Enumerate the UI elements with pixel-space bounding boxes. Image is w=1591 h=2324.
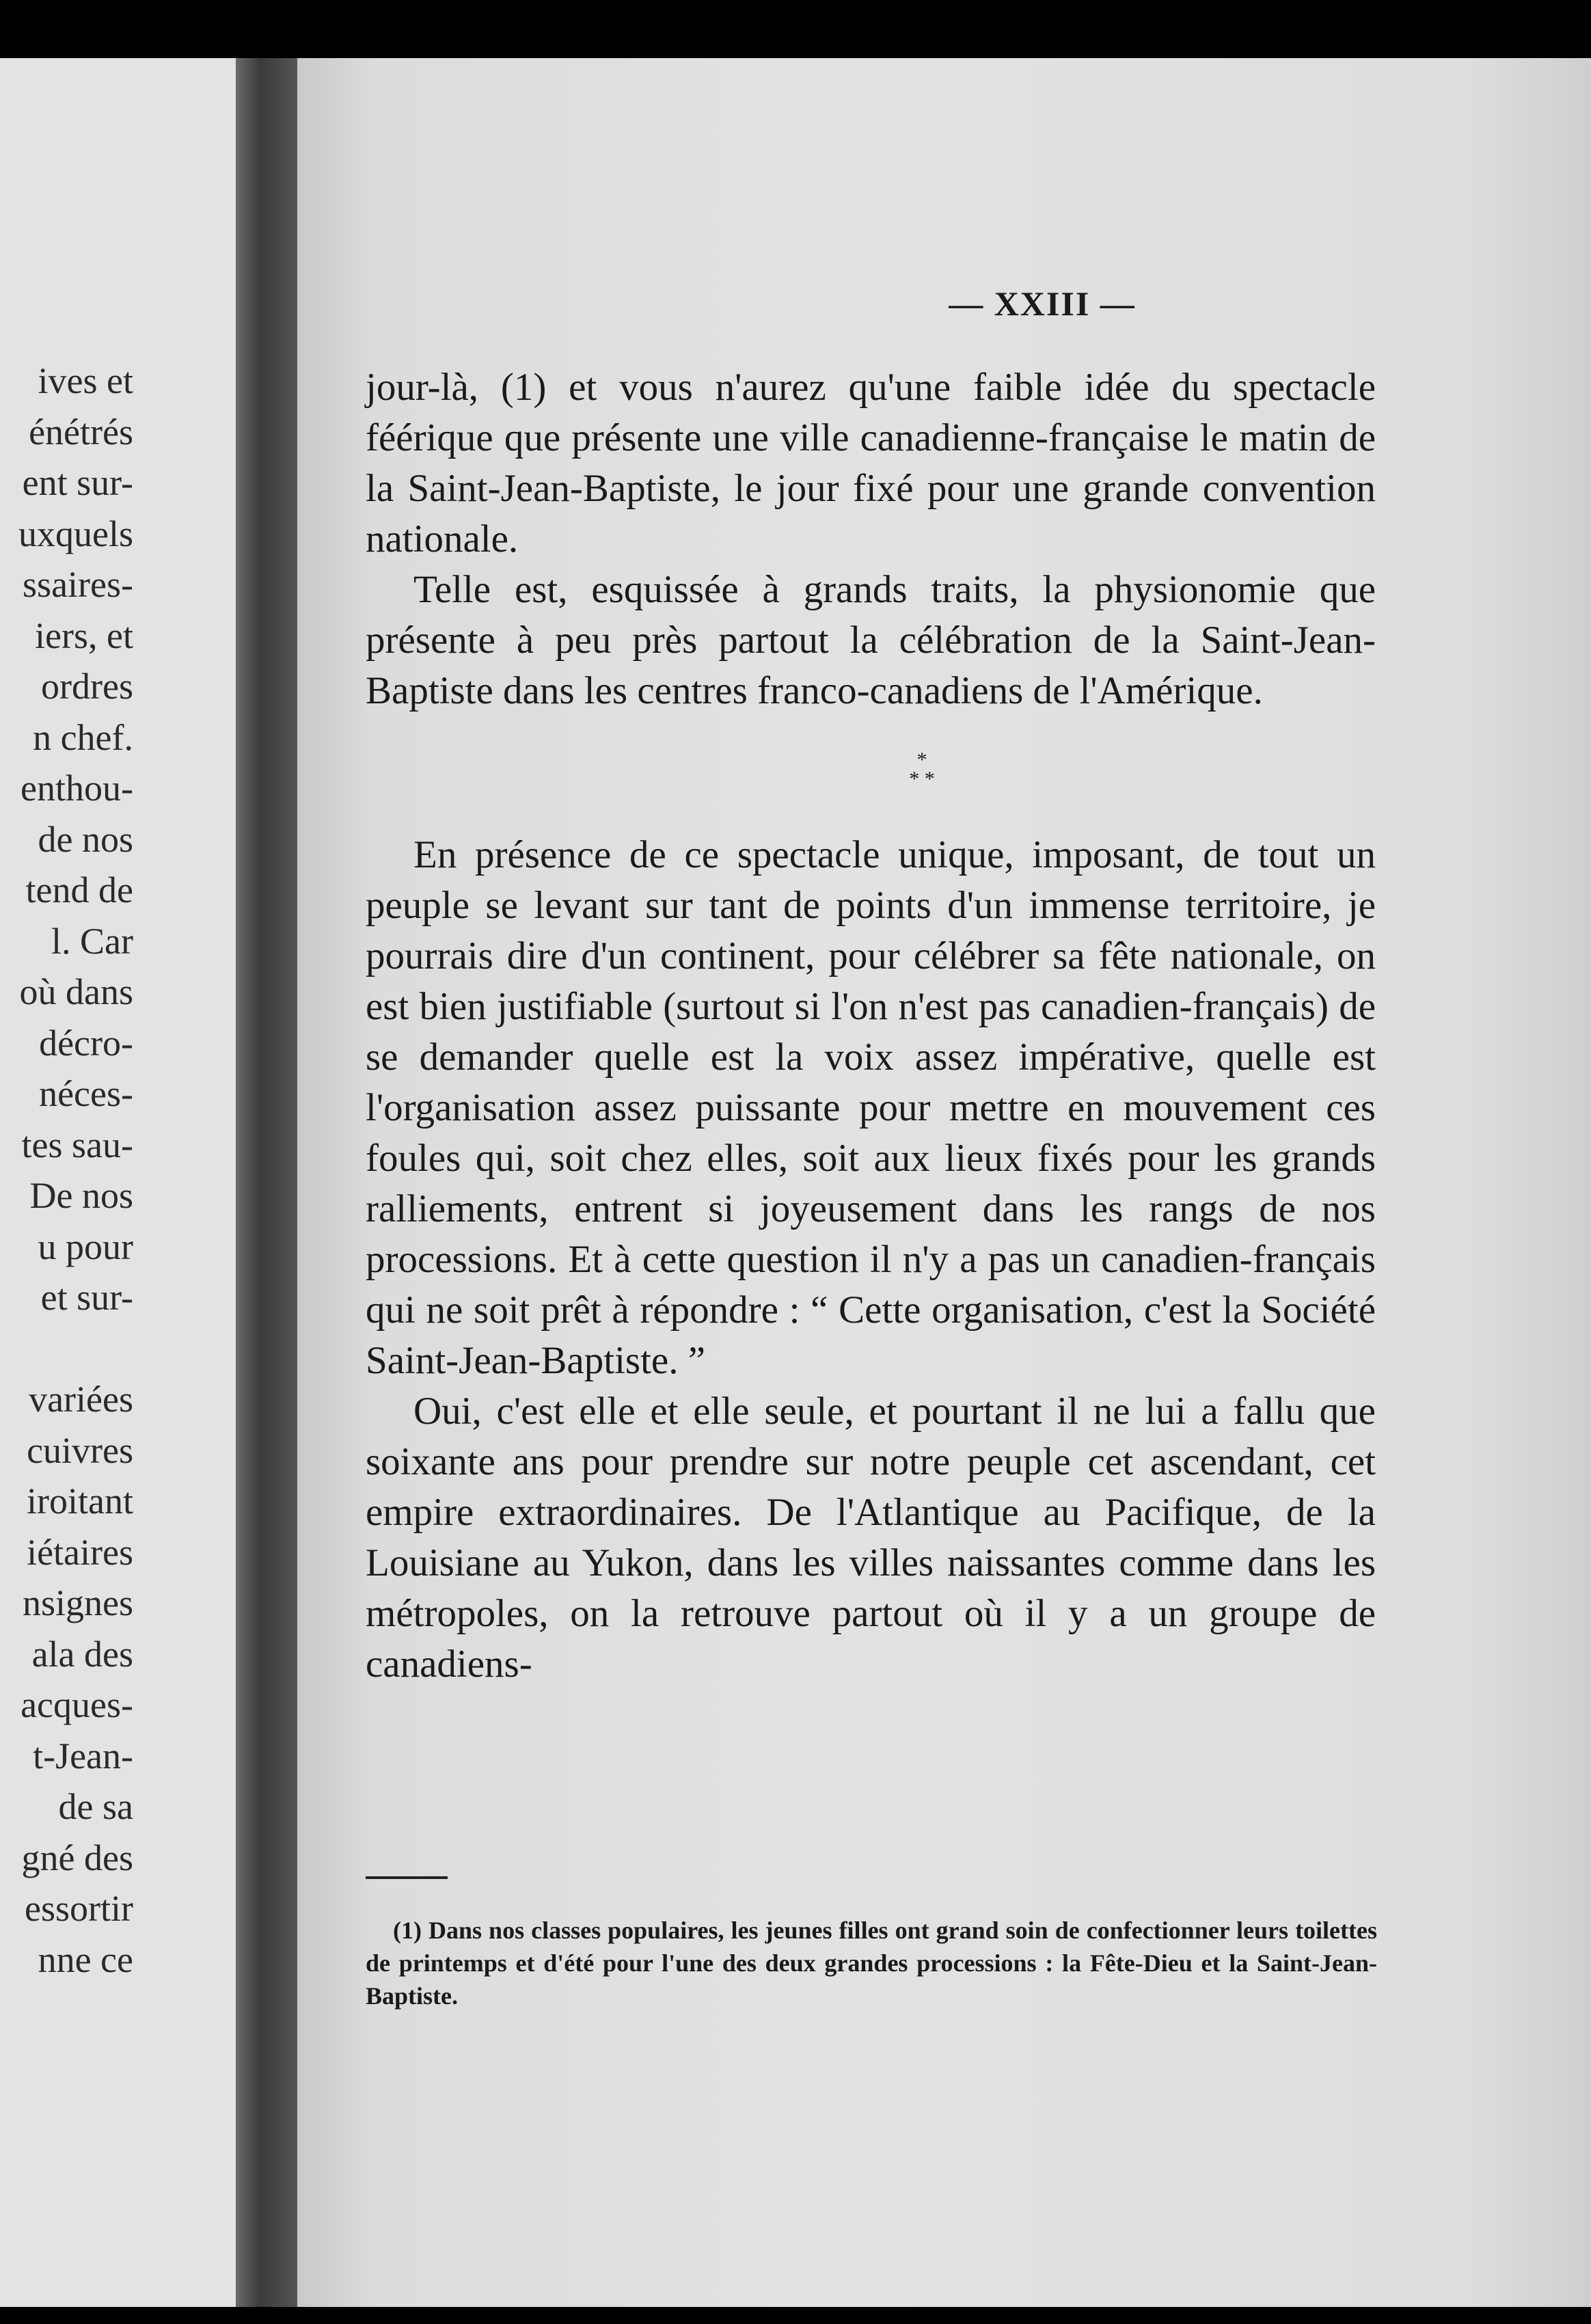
left-page-line: u pour — [38, 1226, 133, 1267]
left-page-line: ssaires- — [23, 564, 133, 605]
left-page-line: de sa — [58, 1786, 133, 1827]
footnote-rule — [366, 1876, 448, 1879]
body-text — [366, 362, 1376, 1690]
footnote — [366, 1914, 1377, 2012]
left-page-line: ala des — [31, 1633, 133, 1675]
left-page-line: tes sau- — [21, 1124, 133, 1165]
book-gutter — [236, 58, 297, 2307]
left-page-line: enthou- — [21, 768, 133, 809]
left-page-line: cuivres — [27, 1429, 133, 1471]
left-page-line: variées — [29, 1379, 133, 1420]
left-page-line: tend de — [25, 869, 133, 910]
asterism-top: * — [916, 748, 927, 771]
left-page-line: de nos — [38, 818, 133, 860]
left-page-line: uxquels — [18, 513, 133, 554]
asterism-bottom: * * — [909, 768, 935, 790]
left-page-line: iétaires — [27, 1531, 133, 1573]
left-page-line: ordres — [41, 666, 133, 707]
left-page-line: où dans — [19, 971, 133, 1012]
left-page-line: néces- — [39, 1073, 133, 1114]
left-page-line: l. Car — [51, 920, 133, 962]
paragraph-1: jour-là, (1) et vous n'aurez qu'une faible idée du spectacle féérique que présente une ville canadienne-française le matin de la Saint-Jean-Baptiste, le jour fixé pour une grande convention nationale. — [366, 366, 1376, 560]
left-page-line: et sur- — [40, 1277, 133, 1318]
paragraph-4: Oui, c'est elle et elle seule, et pourtant il ne lui a fallu que soixante ans pour prendre sur notre peuple cet ascendant, cet empire extraordinaires. De l'Atlantique au Pacifique, de la Louisiane au Yukon, dans les villes naissantes comme dans les métropoles, on la retrouve partout où il y a un groupe de canadiens- — [366, 1390, 1376, 1686]
left-page-line: iers, et — [35, 614, 133, 656]
footnote-text: (1) Dans nos classes populaires, les jeunes filles ont grand soin de confectionner leurs toilettes de printemps et d'été pour l'une des deux grandes processions : la Fête-Dieu et la Saint-Jean-Baptiste. — [366, 1917, 1377, 2010]
left-page-line: acques- — [21, 1684, 133, 1725]
left-page-line: iroitant — [27, 1481, 133, 1522]
paragraph-2: Telle est, esquissée à grands traits, la physionomie que présente à peu près partout la célébration de la Saint-Jean-Baptiste dans les centres franco-canadiens de l'Amérique. — [366, 568, 1376, 712]
right-page — [297, 58, 1591, 2307]
left-page-line: essortir — [25, 1888, 133, 1929]
left-page-line: De nos — [29, 1175, 133, 1216]
left-page-line: énétrés — [29, 411, 133, 452]
asterism — [366, 748, 1376, 790]
left-page-line: décro- — [39, 1022, 133, 1064]
page-number: — XXIII — — [949, 284, 1136, 323]
left-page-text — [0, 355, 236, 1985]
left-page — [0, 58, 236, 2307]
left-page-line: n chef. — [33, 716, 133, 758]
left-page-line: nne ce — [38, 1938, 133, 1980]
left-page-line: t-Jean- — [33, 1735, 133, 1776]
left-page-line: ives et — [38, 360, 133, 401]
left-page-line: nsignes — [23, 1582, 133, 1623]
left-page-line: ent sur- — [22, 462, 133, 503]
left-page-line — [0, 1323, 236, 1375]
left-page-line: gné des — [21, 1837, 133, 1878]
paragraph-3: En présence de ce spectacle unique, imposant, de tout un peuple se levant sur tant de points d'un immense territoire, je pourrais dire d'un continent, pour célébrer sa fête nationale, on est bien justifiable (surtout si l'on n'est pas canadien-français) de se demander quelle est la voix assez impérative, quelle est l'organisation assez puissante pour mettre en mouvement ces foules qui, soit chez elles, soit aux lieux fixés pour les grands ralliements, entrent si joyeusement dans les rangs de nos processions. Et à cette question il n'y a pas un canadien-français qui ne soit prêt à répondre : “ Cette organisation, c'est la Société Saint-Jean-Baptiste. ” — [366, 833, 1376, 1382]
